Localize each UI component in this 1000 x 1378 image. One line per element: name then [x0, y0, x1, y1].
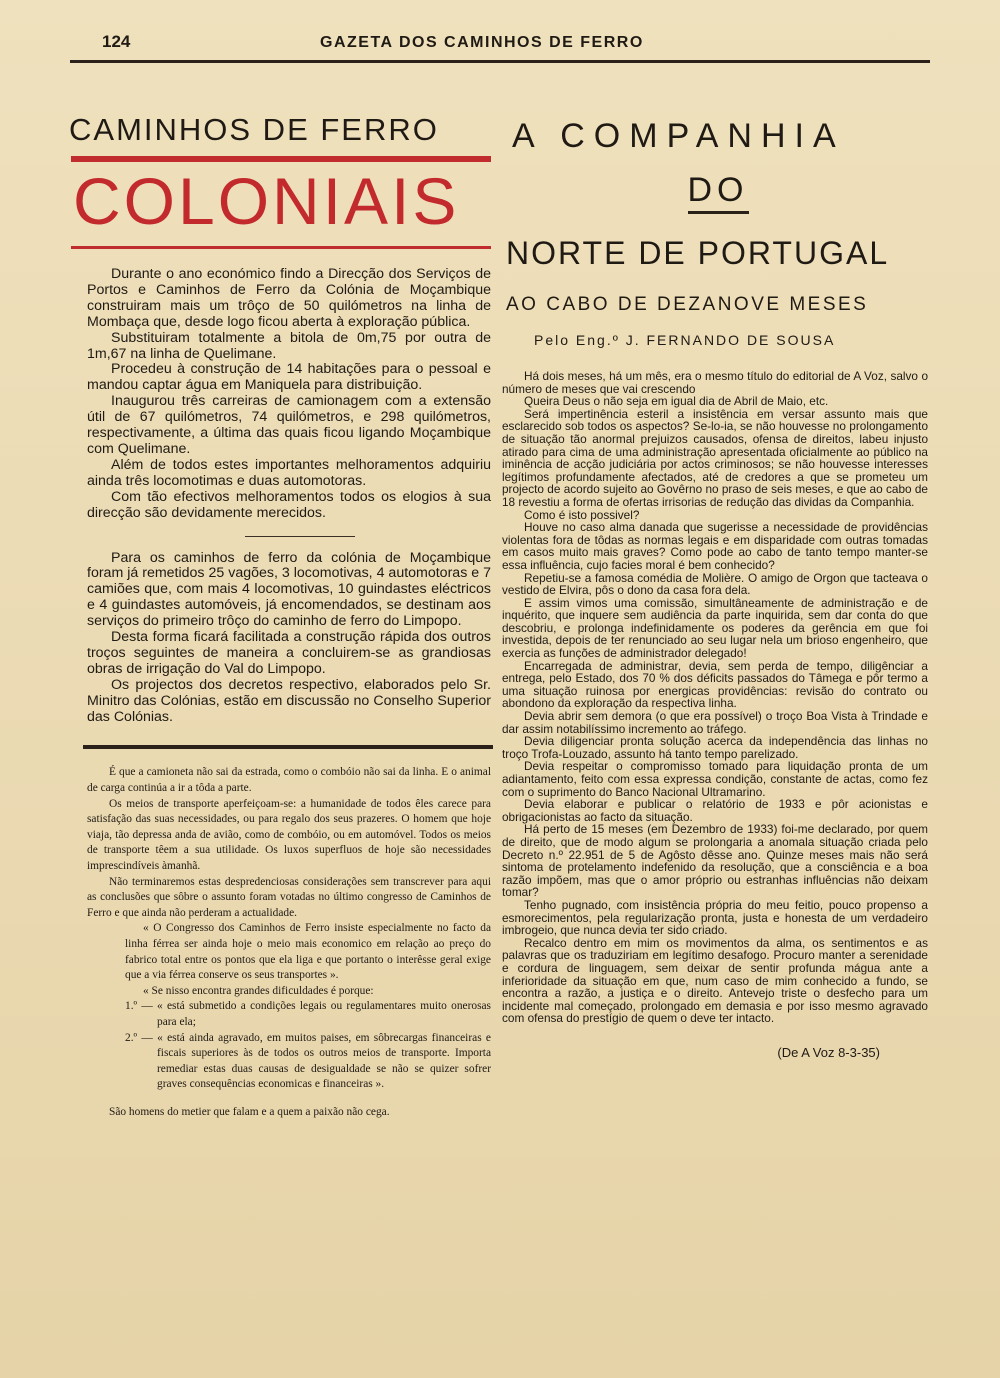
paragraph: Há perto de 15 meses (em Dezembro de 1933) foi-me declarado, por quem de direito, que de modo algum se prolongaria a anomala situação criada pelo Decreto n.º 22.951 de 5 de Agôsto dêsse ano. Quinze meses mais não será sintoma de protelamento indefenido da resolução, que a consciência e a boa razão impõem, mas que o amor próprio ou estranhas influências não deixam tomar?: [502, 822, 928, 900]
paragraph: É que a camioneta não sai da estrada, como o combóio não sai da linha. E o animal de carga continúa a ir a tôda a parte.: [87, 766, 491, 795]
title-do: DO: [688, 171, 749, 214]
red-rule-top: [71, 156, 491, 162]
paragraph: Como é isto possivel?: [524, 507, 640, 522]
paragraph: Houve no caso alma danada que sugerisse a necessidade de providências violentas fora de tôdas as normas legais e em disparidade com outras tomadas em casos muito mais graves? Como pode ao cabo de tanto tempo manter-se essa influência, cujo facies moral é bem conhecido?: [502, 520, 928, 572]
paragraph: Além de todos estes importantes melhoramentos adquiriu ainda três locomotimas e duas automotoras.: [87, 456, 491, 489]
right-article-subtitle: AO CABO DE DEZANOVE MESES: [506, 294, 869, 315]
paragraph: Os meios de transporte aperfeiçoam-se: a humanidade de todos êles carece para satisfação das suas necessidades, ou para regalo dos seus prazeres. O homem que hoje viaja, tão depressa anda de avião, como de combóio, ou em automóvel. Todos os meios de transporte têem a sua utilidade. Os luxos superfluos de hoje são necessidades imprescindíveis àmanhã.: [87, 797, 491, 873]
running-head: [70, 30, 930, 60]
right-article-body: [500, 370, 930, 1025]
left-note-body: [65, 765, 495, 1120]
quote-condition: « Se nisso encontra grandes dificuldades é porque:: [143, 984, 374, 997]
paragraph: Encarregada de administrar, devia, sem perda de tempo, diligênciar a entrega, pelo Estado, dos 70 % dos déficits passados do Tâmega e pôr termo a uma situação ruinosa por energicas providências: revisão do contrato ou abondono da exploração da respectiva linha.: [502, 658, 928, 711]
thick-divider: [83, 745, 493, 749]
paragraph: Para os caminhos de ferro da colónia de Moçambique foram já remetidos 25 vagões, 3 locomotivas, 4 automotoras e 7 camiões que, com mais 4 locomotivas, 10 guindastes eléctricos e 4 guindastes automóveis, já encomendados, se destinam aos serviços do primeiro trôço do caminho de ferro do Limpopo.: [87, 549, 491, 630]
paragraph: Com tão efectivos melhoramentos todos os elogios à sua direcção são devidamente merecidos.: [87, 488, 491, 521]
paragraph: Não terminaremos estas despredenciosas considerações sem transcrever para aqui as conclusões que sôbre o assunto foram votadas no último congresso de Caminhos de Ferro e que ainda não perderam a actualidade.: [87, 875, 491, 919]
paragraph: Procedeu à construção de 14 habitações para o pessoal e mandou captar água em Maniquela para distribuição.: [87, 361, 491, 394]
red-rule-bottom: [71, 246, 491, 249]
closing-line: São homens do metier que falam e a quem a paixão não cega.: [109, 1105, 390, 1118]
left-article-title: COLONIAIS: [73, 164, 460, 238]
left-column: [65, 108, 495, 1121]
paragraph: Desta forma ficará facilitada a construção rápida dos outros troços seguintes de maneira a concluirem-se as grandiosas obras de irrigação do Val do Limpopo.: [87, 629, 491, 677]
section-divider: [245, 536, 355, 537]
paragraph: Será impertinência esteril a insistência em versar assunto mais que esclarecido sob todos os aspectos? Se-lo-ia, se não houvesse no prolongamento de situação tão anormal prejuizos causados, ofensa de direitos, labeu injusto atirado para cima de uma administração apresentada oficialmente ao público na iminência de acção judiciária por actos criminosos; se não houvesse interesses legítimos profundamente afectados, até de credores a que se prometeu um projecto de acordo sujeito ao Govêrno no praso de seis meses, e que ao cabo de 18 revestiu a forma de ofertas irrisorias de redução das dividas da Companhia.: [502, 406, 928, 509]
byline: Pelo Eng.º J. FERNANDO DE SOUSA: [534, 332, 836, 348]
left-article-body: [65, 267, 495, 725]
paragraph: Queira Deus o não seja em igual dia de Abril de Maio, etc.: [524, 394, 829, 409]
left-article-kicker: CAMINHOS DE FERRO: [69, 112, 439, 147]
paragraph: Devia elaborar e publicar o relatório de 1933 e pôr acionistas e obrigacionistas ao facto da situação.: [502, 797, 928, 824]
paragraph: Inaugurou três carreiras de camionagem com a extensão útil de 67 quilómetros, 74 quilómetros, e 298 quilómetros, respectivamente, a última das quais ficou ligando Moçambique com Quelimane.: [87, 393, 491, 457]
header-rule: [70, 60, 930, 63]
right-article-title-line-3: NORTE DE PORTUGAL: [506, 235, 890, 271]
paragraph: Devia respeitar o compromisso tomado para liquidação pronta de um adiantamento, feito com essa expressa condição, constante de actas, como fez com o suprimento do Banco Nacional Ultramarino.: [502, 759, 928, 799]
paragraph: Durante o ano económico findo a Direcção dos Serviços de Portos e Caminhos de Ferro da Colónia de Moçambique construiram mais um trôço de 50 quilómetros na linha de Mombaça que, desde logo ficou aberta à exploração pública.: [87, 266, 491, 330]
paragraph: Tenho pugnado, com insistência própria do meu feitio, pouco propenso a esmorecimentos, pela regularização pronta, justa e honesta de um verdadeiro imbrogeio, que nunca devia ter sido criado.: [502, 897, 928, 938]
right-article-title-line-1: A COMPANHIA: [512, 117, 845, 155]
paragraph: Repetiu-se a famosa comédia de Molière. O amigo de Orgon que tacteava o vestido de Elvira, pôs o dono da casa fora dela.: [502, 570, 928, 598]
right-column: [500, 108, 930, 1060]
right-article-title-line-2: [500, 170, 936, 210]
paragraph: E assim vimos uma comissão, simultâneamente de administração e de inquérito, que inquere sem audiência da parte inquirida, sem dar conta do que descobriu, e prolonga indefinidamente os poderes da gerência em que foi investida, depois de ter renunciado ao seu lugar nela um brioso engenheiro, que exercia as funções de administrador delegado!: [502, 595, 928, 661]
paragraph: Devia abrir sem demora (o que era possível) o troço Boa Vista à Trindade e dar assim notabilíssimo incremento ao tráfego.: [502, 709, 928, 736]
publication-title: GAZETA DOS CAMINHOS DE FERRO: [320, 34, 644, 51]
paragraph: Devia diligenciar pronta solução acerca da independência das linhas no troço Trofa-Louzado, assunto há tanto tempo parelizado.: [502, 734, 928, 761]
quote-item: 2.º — « está ainda agravado, em muitos paises, em sôbrecargas financeiras e fiscais superiores às de todos os outros meios de transporte. Importa remediar estas duas causas de desigualdade se não se quizer sofrer graves consequências economicas e financeiras ».: [125, 1031, 491, 1091]
quote-intro: « O Congresso dos Caminhos de Ferro insiste especialmente no facto da linha férrea ser ainda hoje o meio mais economico em relação ao preço do fabrico total entre os pontos que ela liga e que portanto o interêsse geral exige que a via férrea conserve os seus transportes ».: [125, 922, 491, 982]
paragraph: Os projectos dos decretos respectivo, elaborados pelo Sr. Minitro das Colónias, estão em discussão no Conselho Superior das Colónias.: [87, 676, 491, 725]
paragraph: Há dois meses, há um mês, era o mesmo título do editorial de A Voz, salvo o número de meses que vai crescendo: [502, 369, 928, 396]
source-note: (De A Voz 8-3-35): [777, 1044, 880, 1060]
paragraph: Recalco dentro em mim os movimentos da alma, os sentimentos e as palavras que os traduziriam em legítimo desafogo. Procuro manter a serenidade e cordura de linguagem, sem deixar de sentir profunda mágua ante a inferioridade da situação em que, num caso de mim conhecido a fundo, se encontra a razão, a justiça e o direito. Antevejo triste o desfecho para um incidente mal começado, prolongado em demasia e por isso mesmo agravado com ofensa do prestígio de quem o deve ter intacto.: [502, 935, 928, 1026]
paragraph: Substituiram totalmente a bitola de 0m,75 por outra de 1m,67 na linha de Quelimane.: [87, 329, 491, 362]
page-number: 124: [102, 32, 131, 51]
quote-item: 1.º — « está submetido a condições legais ou regulamentares muito onerosas para ela;: [125, 1000, 491, 1028]
